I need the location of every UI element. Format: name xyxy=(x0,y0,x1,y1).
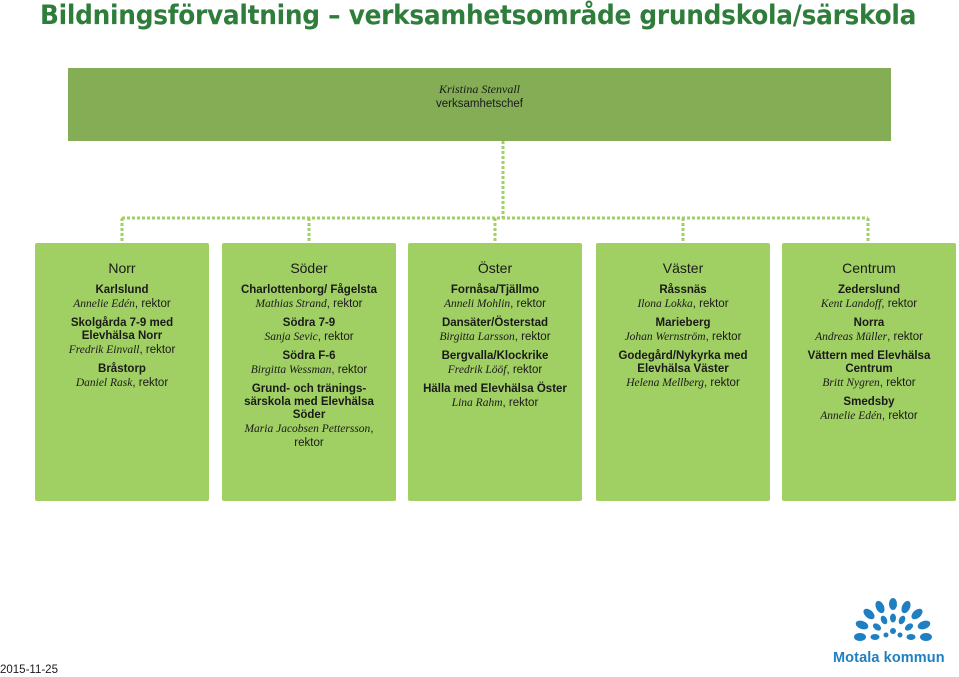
footer-date: 2015-11-25 xyxy=(0,664,58,676)
principal-line: Annelie Edén, rektor xyxy=(820,410,918,422)
principal-title: rektor xyxy=(521,331,551,343)
principal-line: Britt Nygren, rektor xyxy=(822,377,916,389)
principal-title: rektor xyxy=(887,298,918,310)
area-soder xyxy=(222,243,396,501)
principal-line: Johan Wernström, rektor xyxy=(624,331,742,343)
school-name: Smedsby xyxy=(843,396,895,408)
school-name: Skolgårda 7-9 med Elevhälsa Norr xyxy=(70,317,174,342)
school-name: Södra 7-9 xyxy=(282,317,336,329)
area-title: Söder xyxy=(290,260,328,276)
principal-name: Johan Wernström xyxy=(624,331,706,343)
school-entry xyxy=(230,284,388,311)
school-entry xyxy=(43,317,201,357)
principal-line: Andreas Müller, rektor xyxy=(815,331,923,343)
school-name: Dansäter/Österstad xyxy=(441,317,549,329)
school-entry xyxy=(416,284,574,311)
principal-line: Fredrik Einvall, rektor xyxy=(68,344,176,356)
principal-name: Fredrik Lööf xyxy=(447,364,507,376)
principal-name: Annelie Edén xyxy=(73,298,135,310)
area-title: Centrum xyxy=(842,260,896,276)
principal-name: Britt Nygren xyxy=(822,377,880,389)
school-entry xyxy=(790,284,948,311)
principal-title: rektor xyxy=(294,437,324,449)
principal-title: rektor xyxy=(337,364,368,376)
page-title: Bildningsförvaltning – verksamhetsområde grundskola/särskola xyxy=(40,0,917,31)
principal-name: Birgitta Larsson xyxy=(439,331,515,343)
principal-title: rektor xyxy=(138,377,169,389)
school-entry xyxy=(604,317,762,344)
area-title: Öster xyxy=(477,260,513,276)
principal-title: rektor xyxy=(888,410,918,422)
principal-line: Birgitta Larsson, rektor xyxy=(439,331,551,343)
org-connectors xyxy=(0,0,959,250)
principal-title: rektor xyxy=(333,298,363,310)
principal-name: Kent Landoff xyxy=(820,298,882,310)
school-entry xyxy=(43,284,201,311)
principal-name: Ilona Lokka xyxy=(637,298,693,310)
principal-title: rektor xyxy=(886,377,916,389)
school-name: Råssnäs xyxy=(659,284,707,296)
area-title: Väster xyxy=(662,260,704,276)
principal-name: Mathias Strand xyxy=(255,298,327,310)
principal-line: Sanja Sevic, rektor xyxy=(264,331,354,343)
school-entry xyxy=(604,350,762,390)
principal-title: rektor xyxy=(699,298,729,310)
principal-line: Daniel Rask, rektor xyxy=(75,377,169,389)
principal-line: Maria Jacobsen Pettersson, rektor xyxy=(244,423,374,449)
school-entry xyxy=(604,284,762,311)
principal-name: Sanja Sevic xyxy=(264,331,318,343)
school-name: Karlslund xyxy=(95,284,149,296)
principal-title: rektor xyxy=(710,377,740,389)
school-name: Godegård/Nykyrka med Elevhälsa Väster xyxy=(618,350,748,375)
principal-title: rektor xyxy=(508,397,539,409)
principal-name: Fredrik Einvall xyxy=(68,344,140,356)
school-entry xyxy=(416,317,574,344)
area-norr xyxy=(35,243,209,501)
school-entry xyxy=(230,350,388,377)
principal-name: Lina Rahm xyxy=(451,397,503,409)
principal-title: rektor xyxy=(516,298,546,310)
school-name: Charlottenborg/ Fågelsta xyxy=(240,284,378,296)
school-name: Bråstorp xyxy=(98,363,146,375)
school-name: Vättern med Elevhälsa Centrum xyxy=(807,350,931,375)
principal-line: Helena Mellberg, rektor xyxy=(626,377,740,389)
school-entry xyxy=(230,317,388,344)
principal-name: Anneli Mohlin xyxy=(444,298,511,310)
principal-name: Birgitta Wessman xyxy=(250,364,332,376)
school-name: Zederslund xyxy=(838,284,900,296)
principal-line: Birgitta Wessman, rektor xyxy=(250,364,368,376)
area-title: Norr xyxy=(108,260,136,276)
principal-line: Anneli Mohlin, rektor xyxy=(444,298,546,310)
school-name: Grund- och tränings-särskola med Elevhälsa Söder xyxy=(244,383,374,421)
principal-name: Maria Jacobsen Pettersson xyxy=(244,423,371,435)
school-name: Södra F-6 xyxy=(282,350,336,362)
principal-title: rektor xyxy=(712,331,742,343)
principal-title: rektor xyxy=(893,331,923,343)
school-entry xyxy=(43,363,201,390)
principal-name: Daniel Rask xyxy=(75,377,133,389)
principal-line: Fredrik Lööf, rektor xyxy=(447,364,543,376)
area-centrum xyxy=(782,243,956,501)
school-entry xyxy=(790,396,948,423)
school-entry xyxy=(416,350,574,377)
principal-title: rektor xyxy=(512,364,543,376)
school-entry xyxy=(230,383,388,450)
principal-line: Mathias Strand, rektor xyxy=(255,298,363,310)
school-name: Norra xyxy=(853,317,885,329)
area-oster xyxy=(408,243,582,501)
principal-name: Annelie Edén xyxy=(820,410,882,422)
principal-line: Ilona Lokka, rektor xyxy=(637,298,729,310)
principal-line: Annelie Edén, rektor xyxy=(73,298,171,310)
principal-line: Kent Landoff, rektor xyxy=(820,298,918,310)
school-name: Marieberg xyxy=(655,317,711,329)
school-entry xyxy=(790,317,948,344)
logo-text: Motala kommun xyxy=(833,650,945,666)
school-name: Hälla med Elevhälsa Öster xyxy=(423,383,567,395)
school-name: Bergvalla/Klockrike xyxy=(441,350,549,362)
head-name: Kristina Stenvall xyxy=(439,82,520,96)
principal-title: rektor xyxy=(324,331,354,343)
head-role: verksamhetschef xyxy=(436,98,523,110)
principal-title: rektor xyxy=(145,344,176,356)
principal-title: rektor xyxy=(141,298,171,310)
principal-name: Helena Mellberg xyxy=(626,377,704,389)
principal-line: Lina Rahm, rektor xyxy=(451,397,539,409)
school-name: Fornåsa/Tjällmo xyxy=(450,284,540,296)
school-entry xyxy=(790,350,948,390)
school-entry xyxy=(416,383,574,410)
principal-name: Andreas Müller xyxy=(815,331,888,343)
area-vaster xyxy=(596,243,770,501)
